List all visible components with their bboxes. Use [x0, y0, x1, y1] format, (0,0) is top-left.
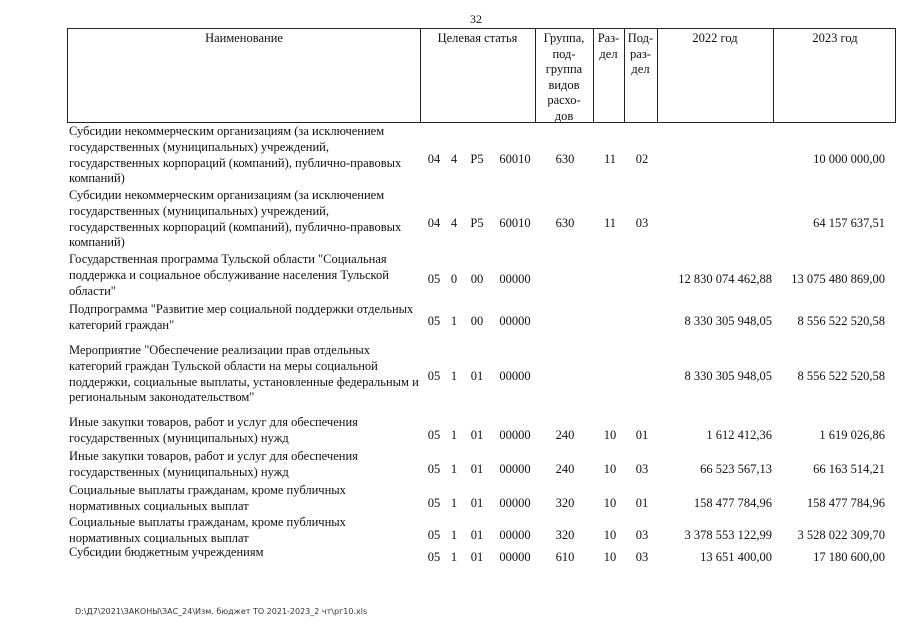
row-name: Социальные выплаты гражданам, кроме публичных нормативных социальных выплат	[69, 483, 346, 513]
header-section: Раз- дел	[597, 31, 620, 61]
amount-2023: 3 528 022 309,70	[797, 528, 885, 542]
target-event-code: 01	[470, 428, 484, 442]
expense-group: 630	[555, 152, 575, 166]
expense-group: 320	[555, 528, 575, 542]
amount-2022: 13 651 400,00	[700, 550, 772, 564]
target-subprogram-code: 0	[450, 272, 458, 286]
target-subprogram-code: 4	[450, 216, 458, 230]
amount-2023: 66 163 514,21	[813, 462, 885, 476]
target-subprogram-code: 4	[450, 152, 458, 166]
target-program-code: 04	[427, 216, 441, 230]
target-direction-code: 00000	[499, 550, 531, 564]
amount-2023: 13 075 480 869,00	[791, 272, 885, 286]
amount-2023: 17 180 600,00	[813, 550, 885, 564]
amount-2023: 8 556 522 520,58	[797, 314, 885, 328]
amount-2023: 1 619 026,86	[819, 428, 885, 442]
subsection-code: 02	[635, 152, 649, 166]
target-direction-code: 60010	[499, 216, 531, 230]
amount-2022: 8 330 305 948,05	[684, 314, 772, 328]
row-name: Подпрограмма "Развитие мер социальной поддержки отдельных категорий граждан"	[69, 302, 414, 332]
target-direction-code: 00000	[499, 462, 531, 476]
target-event-code: P5	[470, 216, 484, 230]
target-direction-code: 60010	[499, 152, 531, 166]
section-code: 11	[603, 216, 617, 230]
section-code: 11	[603, 152, 617, 166]
subsection-code: 03	[635, 216, 649, 230]
row-name: Иные закупки товаров, работ и услуг для обеспечения государственных (муниципальных) нужд	[69, 415, 358, 445]
header-target: Целевая статья	[437, 31, 518, 45]
amount-2023: 64 157 637,51	[813, 216, 885, 230]
target-program-code: 05	[427, 462, 441, 476]
target-program-code: 04	[427, 152, 441, 166]
row-name: Субсидии некоммерческим организациям (за исключением государственных (муниципальных) учреждений, государственных корпораций (компаний), публично-правовых компаний)	[69, 124, 402, 186]
target-event-code: P5	[470, 152, 484, 166]
row-name: Иные закупки товаров, работ и услуг для обеспечения государственных (муниципальных) нужд	[69, 449, 358, 479]
expense-group: 610	[555, 550, 575, 564]
section-code: 10	[603, 462, 617, 476]
header-name: Наименование	[205, 31, 283, 45]
target-subprogram-code: 1	[450, 462, 458, 476]
subsection-code: 01	[635, 496, 649, 510]
amount-2023: 10 000 000,00	[813, 152, 885, 166]
target-event-code: 00	[470, 314, 484, 328]
row-name: Субсидии некоммерческим организациям (за исключением государственных (муниципальных) учреждений, государственных корпораций (компаний), публично-правовых компаний)	[69, 188, 402, 250]
section-code: 10	[603, 528, 617, 542]
subsection-code: 03	[635, 462, 649, 476]
row-name: Мероприятие "Обеспечение реализации прав отдельных категорий граждан Тульской области на меры социальной поддержки, социальные выплаты, установленные федеральным и региональным законодательством"	[69, 343, 419, 405]
amount-2022: 1 612 412,36	[706, 428, 772, 442]
row-name: Государственная программа Тульской области "Социальная поддержка и социальное обслуживание населения Тульской области"	[69, 252, 389, 298]
header-subsection: Под- раз- дел	[627, 31, 654, 76]
section-code: 10	[603, 496, 617, 510]
target-subprogram-code: 1	[450, 550, 458, 564]
amount-2023: 158 477 784,96	[806, 496, 885, 510]
amount-2022: 12 830 074 462,88	[678, 272, 772, 286]
table-header	[67, 28, 896, 123]
row-name: Социальные выплаты гражданам, кроме публичных нормативных социальных выплат	[69, 515, 346, 545]
target-direction-code: 00000	[499, 314, 531, 328]
expense-group: 240	[555, 428, 575, 442]
target-subprogram-code: 1	[450, 314, 458, 328]
expense-group: 320	[555, 496, 575, 510]
section-code: 10	[603, 550, 617, 564]
target-program-code: 05	[427, 496, 441, 510]
target-program-code: 05	[427, 369, 441, 383]
target-subprogram-code: 1	[450, 428, 458, 442]
subsection-code: 01	[635, 428, 649, 442]
amount-2023: 8 556 522 520,58	[797, 369, 885, 383]
target-event-code: 01	[470, 528, 484, 542]
header-2023: 2023 год	[812, 31, 858, 45]
amount-2022: 158 477 784,96	[693, 496, 772, 510]
target-direction-code: 00000	[499, 272, 531, 286]
header-group: Группа, под- группа видов расхо- дов	[543, 31, 585, 123]
target-event-code: 01	[470, 550, 484, 564]
subsection-code: 03	[635, 528, 649, 542]
target-program-code: 05	[427, 428, 441, 442]
target-subprogram-code: 1	[450, 496, 458, 510]
expense-group: 240	[555, 462, 575, 476]
target-program-code: 05	[427, 550, 441, 564]
subsection-code: 03	[635, 550, 649, 564]
section-code: 10	[603, 428, 617, 442]
amount-2022: 3 378 553 122,99	[684, 528, 772, 542]
target-program-code: 05	[427, 314, 441, 328]
target-direction-code: 00000	[499, 496, 531, 510]
file-path-footer: D:\Д7\2021\ЗАКОНЫ\ЗАС_24\Изм. бюджет ТО 2021-2023_2 чт\рг10.xls	[75, 607, 368, 616]
amount-2022: 8 330 305 948,05	[684, 369, 772, 383]
amount-2022: 66 523 567,13	[700, 462, 772, 476]
target-subprogram-code: 1	[450, 528, 458, 542]
target-subprogram-code: 1	[450, 369, 458, 383]
target-direction-code: 00000	[499, 428, 531, 442]
page-number: 32	[470, 12, 482, 26]
row-name: Субсидии бюджетным учреждениям	[69, 545, 264, 559]
target-direction-code: 00000	[499, 528, 531, 542]
target-direction-code: 00000	[499, 369, 531, 383]
target-event-code: 01	[470, 496, 484, 510]
header-2022: 2022 год	[692, 31, 738, 45]
target-event-code: 01	[470, 462, 484, 476]
target-event-code: 01	[470, 369, 484, 383]
target-program-code: 05	[427, 272, 441, 286]
target-event-code: 00	[470, 272, 484, 286]
expense-group: 630	[555, 216, 575, 230]
target-program-code: 05	[427, 528, 441, 542]
